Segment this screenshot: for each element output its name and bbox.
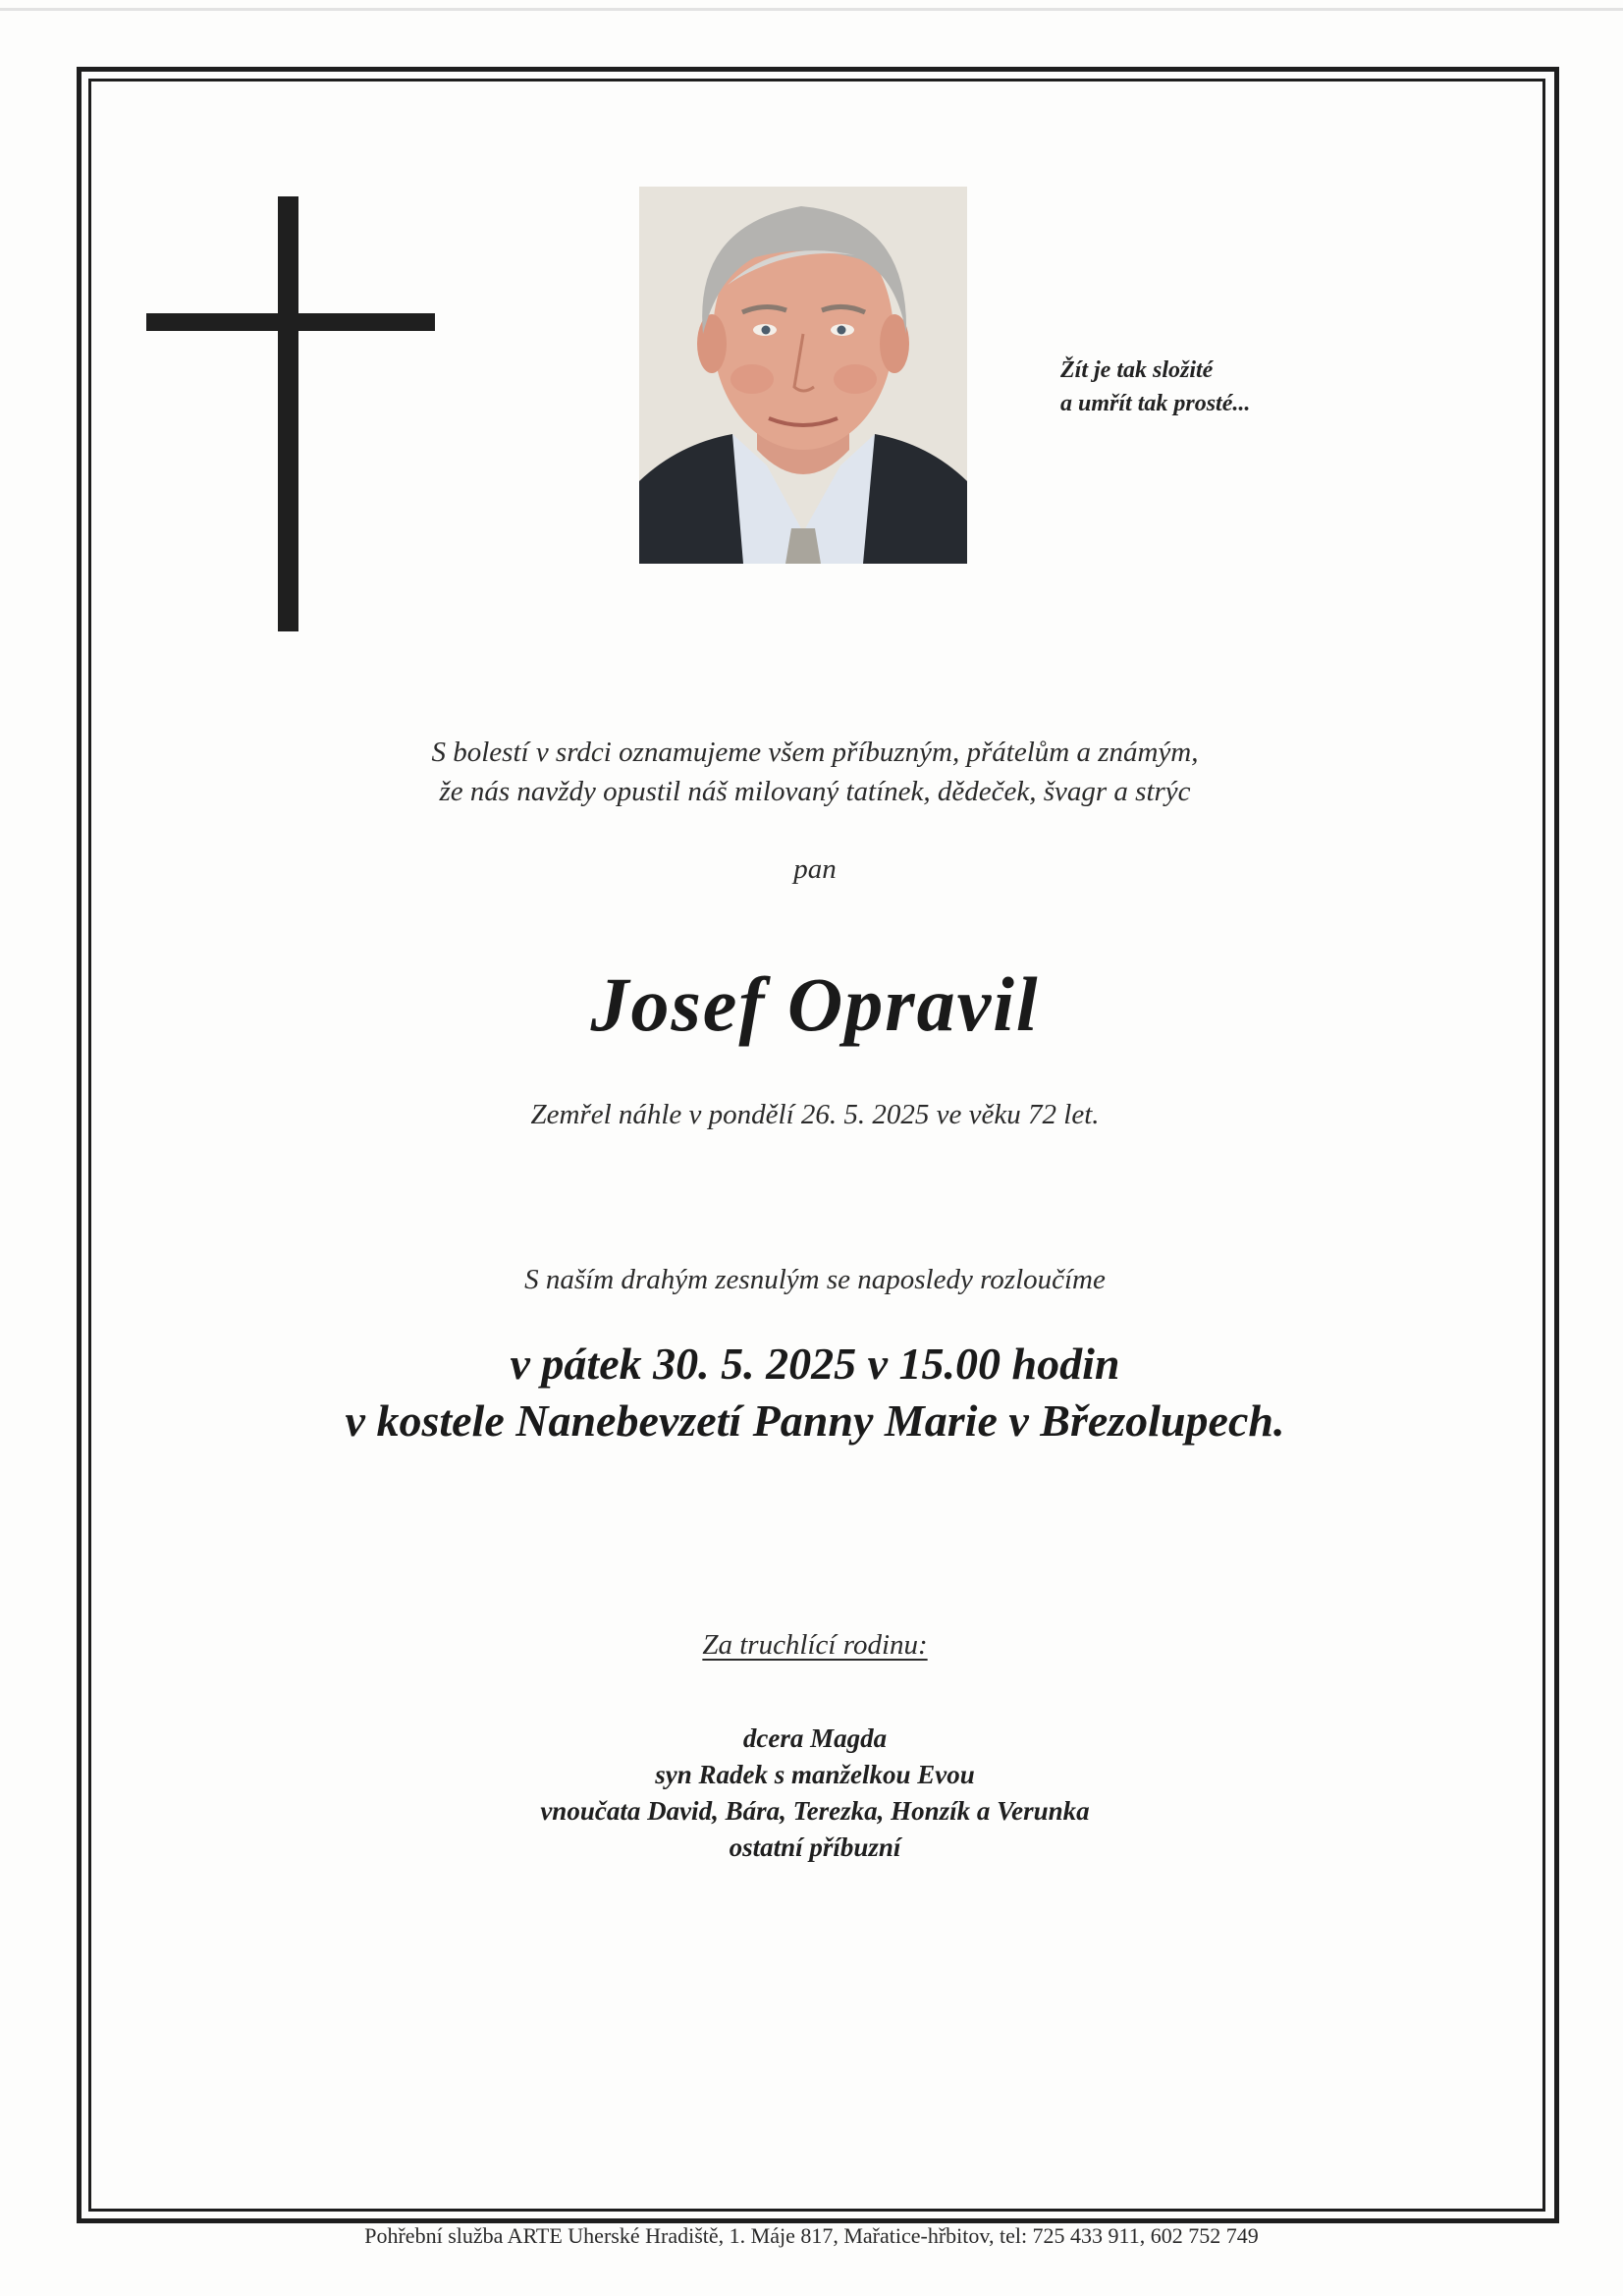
family-member: dcera Magda — [742, 1723, 888, 1753]
family-heading-text: Za truchlící rodinu: — [702, 1629, 928, 1661]
deceased-name: Josef Opravil — [590, 961, 1040, 1047]
scan-edge-line — [0, 8, 1623, 11]
family-list — [98, 1721, 1532, 1866]
ceremony-details — [98, 1336, 1532, 1449]
motto-quote — [1060, 354, 1375, 420]
motto-line-2: a umřít tak prosté... — [1060, 391, 1251, 416]
cross-icon — [278, 196, 298, 631]
death-notice: Zemřel náhle v pondělí 26. 5. 2025 ve věku 72 let. — [530, 1099, 1100, 1130]
cross-icon-bar — [146, 313, 435, 331]
funeral-service-footer: Pohřební služba ARTE Uherské Hradiště, 1. Máje 817, Mařatice-hřbitov, tel: 725 433 911, 602 752 749 — [364, 2223, 1259, 2248]
family-heading — [98, 1625, 1532, 1665]
intro-line-1: S bolestí v srdci oznamujeme všem příbuzným, přátelům a známým, — [431, 737, 1199, 768]
ceremony-date-time: v pátek 30. 5. 2025 v 15.00 hodin — [510, 1339, 1120, 1389]
portrait-photo — [639, 187, 967, 564]
intro-line-2: že nás navždy opustil náš milovaný tatínek, dědeček, švagr a strýc — [439, 776, 1191, 807]
motto-line-1: Žít je tak složité — [1060, 357, 1214, 383]
family-member: vnoučata David, Bára, Terezka, Honzík a Verunka — [540, 1796, 1090, 1826]
announcement-intro — [98, 733, 1532, 811]
ceremony-place: v kostele Nanebevzetí Panny Marie v Březolupech. — [345, 1395, 1285, 1446]
family-member: syn Radek s manželkou Evou — [655, 1760, 975, 1789]
farewell-text: S naším drahým zesnulým se naposledy rozloučíme — [524, 1264, 1106, 1295]
family-member: ostatní příbuzní — [729, 1832, 901, 1862]
title-word: pan — [793, 853, 837, 885]
